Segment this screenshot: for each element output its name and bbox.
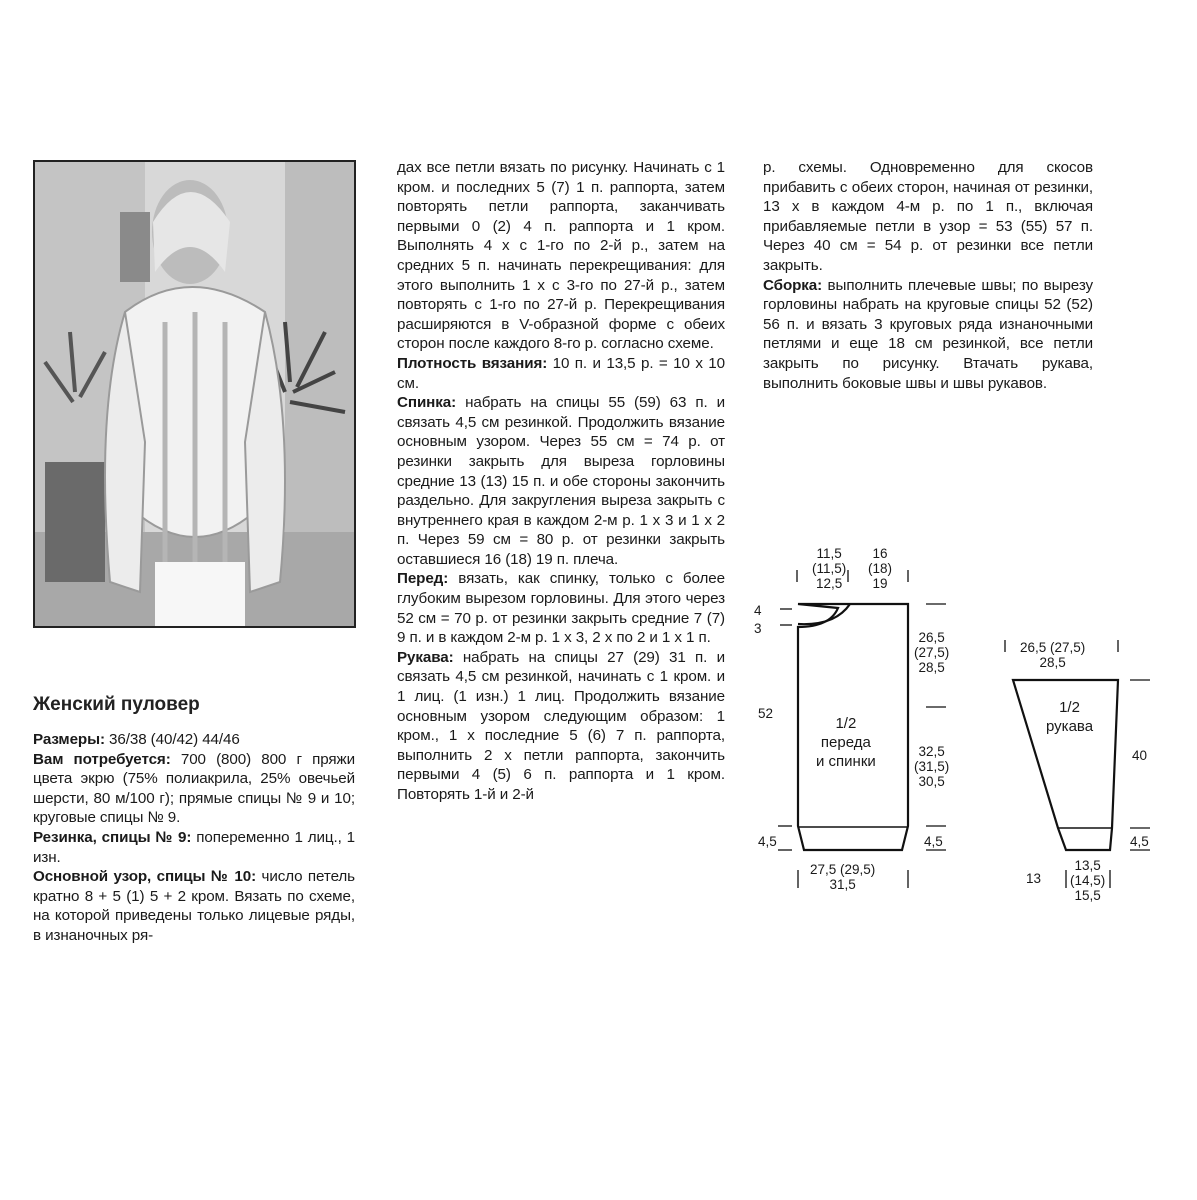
- pattern-continuation: дах все петли вязать по рисунку. Начинать с 1 кром. и последних 5 (7) 1 п. раппорта, затем повторять петли раппорта, заканчивать первыми 0 (2) 4 п. раппорта и 1 кром. Выполнять 4 х с 1-го по 2-й р., затем на средних 5 п. начинать перекрещивания: для этого выполнить 1 х с 3-го по 27-й р., затем повторять с 1-го по 27-й р. Перекрещивания расширяются в V-образной форме с обеих сторон после каждого 8-го р. согласно схеме.: [397, 159, 725, 353]
- photo-woman-sweater-icon: [35, 162, 354, 626]
- sweater-photo: [33, 160, 356, 628]
- sleeve-height-label: 40: [1132, 748, 1148, 763]
- sleeves-label: Рукава:: [397, 648, 454, 666]
- sleeve-piece-label: 1/2 рукава: [1046, 699, 1094, 735]
- materials-text: 700 (800) 800 г пряжи цвета экрю (75% полиакрила, 25% овечьей шерсти, 80 м/100 г); прямые спицы № 9 и 10; круговые спицы № 9.: [33, 750, 355, 827]
- body-rib-left-label: 4,5: [758, 834, 777, 849]
- front-text: вязать, как спинку, только с более глубоким вырезом горловины. Для этого через 52 см = 70 р. от резинки закрыть средние 7 (7) 9 п. и в каждом 2-м р. 1 х 3, 2 х по 2 и 1 х 1 п.: [397, 570, 725, 647]
- column-2: [397, 158, 725, 805]
- body-lower-height-label: 32,5 (31,5) 30,5: [914, 744, 950, 789]
- main-pattern-text: число петель кратно 8 + 5 (1) 5 + 2 кром. Вязать по схеме, на которой приведены только лицевые ряды, в изнаночных ря-: [33, 868, 355, 944]
- body-rib-right-label: 4,5: [924, 834, 943, 849]
- sleeve-bottom-width-label: 13,5 (14,5) 15,5: [1070, 858, 1106, 903]
- rib-paragraph: [33, 828, 355, 867]
- front-paragraph: [397, 569, 725, 647]
- assembly-text: выполнить плечевые швы; по вырезу горловины набрать на круговые спицы 52 (52) 56 п. и вязать 3 круговых ряда изнаночными петлями и еще 18 см резинкой, все петли закрыть по рисунку. Втачать рукава, выполнить боковые швы и швы рукавов.: [763, 276, 1094, 392]
- density-label: Плотность вязания:: [397, 354, 548, 372]
- sleeves-text: набрать на спицы 27 (29) 31 п. и связать 4,5 см резинкой, начинать с 1 кром. и 1 лиц. (1 изн.) 1 лиц. Продолжить вязание основным узором следующим образом: 1 кром., 1 х последние 5 (6) 7 п. раппорта, выполнить 2 х петли раппорта, закончить первыми 4 (5) 6 п. раппорта и 1 кром. Повторять 1-й и 2-й: [397, 648, 725, 803]
- sleeves-continuation: р. схемы. Одновременно для скосов прибавить с обеих сторон, начиная от резинки, 13 х в каждом 4-м р. по 1 п., включая прибавляемые петли в узор = 53 (55) 57 п. Через 40 см = 54 р. от резинки все петли закрыть.: [763, 159, 1093, 274]
- assembly-paragraph: [763, 276, 1093, 394]
- sizes-paragraph: [33, 730, 355, 750]
- column-3: [763, 158, 1093, 393]
- back-label: Спинка:: [397, 394, 457, 412]
- sleeve-side-label: 13: [1026, 871, 1042, 886]
- density-text: 10 п. и 13,5 р. = 10 х 10 см.: [397, 354, 725, 392]
- density-paragraph: [397, 354, 725, 393]
- back-text: набрать на спицы 55 (59) 63 п. и связать 4,5 см резинкой. Продолжить вязание основным узором. Через 55 см = 74 р. от резинки закрыть для выреза горловины средние 13 (13) 15 п. и обе стороны закончить раздельно. Для закругления выреза закрыть с внутреннего края в каждом 2-м р. 1 х 3 и 1 х 2 п. Через 59 см = 80 р. от резинки закрыть оставшиеся 16 (18) 19 п. плеча.: [397, 394, 725, 568]
- main-pattern-label: Основной узор, спицы № 10:: [33, 868, 257, 886]
- materials-label: Вам потребуется:: [33, 750, 171, 768]
- pattern-diagram: [740, 540, 1170, 910]
- body-piece-label: 1/2 переда и спинки: [816, 715, 876, 770]
- materials-paragraph: [33, 750, 355, 828]
- shoulder-width-label: 16 (18) 19: [868, 546, 893, 591]
- body-bottom-width-label: 27,5 (29,5) 31,5: [810, 862, 876, 892]
- rib-text: попеременно 1 лиц., 1 изн.: [33, 828, 356, 866]
- front-label: Перед:: [397, 570, 449, 588]
- sleeves-paragraph: [397, 648, 725, 805]
- sleeve-rib-label: 4,5: [1130, 834, 1149, 849]
- assembly-label: Сборка:: [763, 276, 823, 294]
- column-1: [33, 730, 355, 946]
- body-height-label: 52: [758, 706, 774, 721]
- sizes-text: 36/38 (40/42) 44/46: [109, 731, 240, 748]
- rib-label: Резинка, спицы № 9:: [33, 828, 192, 846]
- back-paragraph: [397, 393, 725, 569]
- sleeve-top-width-label: 26,5 (27,5) 28,5: [1020, 640, 1086, 670]
- neck-depth-3-label: 3: [754, 621, 762, 636]
- main-pattern-paragraph: [33, 867, 355, 945]
- neck-depth-4-label: 4: [754, 603, 762, 618]
- neck-width-label: 11,5 (11,5) 12,5: [812, 546, 847, 591]
- armhole-height-label: 26,5 (27,5) 28,5: [914, 630, 950, 675]
- pattern-diagram-lines: [740, 540, 1170, 910]
- article-title: Женский пуловер: [33, 694, 200, 715]
- sizes-label: Размеры:: [33, 731, 105, 748]
